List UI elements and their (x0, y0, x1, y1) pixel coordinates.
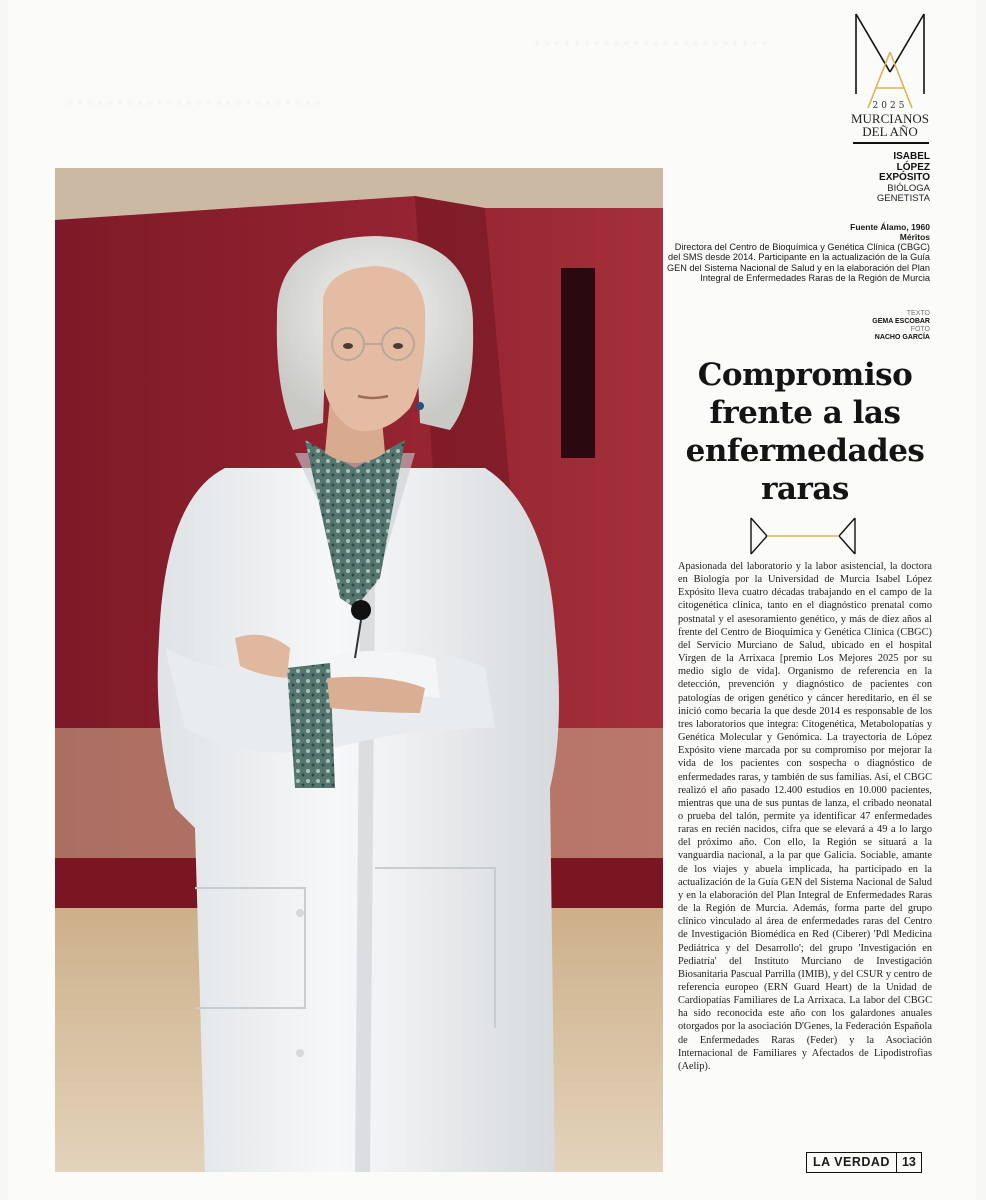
headline-line: frente a las (709, 395, 901, 431)
publication-name: LA VERDAD (813, 1155, 890, 1169)
headline-line: raras (761, 471, 849, 507)
role-line: BIÓLOGA (887, 183, 930, 194)
headline (672, 356, 938, 508)
credit-author: NACHO GARCÍA (874, 334, 930, 341)
portrait-illustration (55, 168, 663, 1172)
portrait-photo (55, 168, 663, 1172)
merits-heading: Méritos (899, 232, 930, 242)
show-through-text: · · · · · · · · · · · · · · · · · · · · · · · · · · (68, 96, 321, 112)
divider (853, 142, 929, 144)
show-through-text: · · · · · · · · · · · · · · · · · · · · · · · · (535, 36, 768, 52)
credit-author: GEMA ESCOBAR (872, 318, 930, 325)
logo-title-line: MURCIANOS (850, 111, 929, 126)
profile-sidebar (665, 222, 930, 284)
headline-line: Compromiso (697, 357, 913, 393)
logo-title-line: DEL AÑO (862, 124, 918, 139)
ma-monogram-icon (848, 12, 932, 110)
name-line: ISABEL (893, 151, 930, 162)
headline-line: enfermedades (685, 433, 925, 469)
article-body: Apasionada del laboratorio y la labor asistencial, la doctora en Biología por la Universidad de Murcia Isabel López Expósito lleva cuatro décadas trabajando en el campo de la citogenética clínica, tanto en el diagnóstico prenatal como postnatal y el asesoramiento genético, y más de diez años al frente del Centro de Bioquímica y Genética Clínica (CBGC) del Servicio Murciano de Salud, ubicado en el hospital Virgen de la Arrixaca [premio Los Mejores 2025 por su medio siglo de vida]. Organismo de referencia en la detección, prevención y diagnóstico de pacientes con patologías de origen genético y cáncer hereditario, en él se inició como becaria la que desde 2014 es responsable de los tres laboratorios que integra: Citogenética, Metabolopatías y Genética Molecular y Genómica. La trayectoria de López Expósito viene marcada por su compromiso por mejorar la vida de los pacientes con sospecha o diagnóstico de enfermedades raras, y también de sus familias. Así, el CBGC realizó el año pasado 12.400 estudios en 10.000 pacientes, mientras que una de sus puntas de lanza, el cribado neonatal o prueba del talón, permite ya identificar 47 enfermedades raras en recién nacidos, cifra que se elevará a 49 a lo largo del próximo año. Con ello, la Región se situará a la vanguardia nacional, a la par que Galicia. Sociable, amante de los viajes y abuela implicada, ha participado en la actualización de la Guía GEN del Sistema Nacional de Salud y en la elaboración del Plan Integral de Enfermedades Raras de la Región de Murcia. Además, forma parte del grupo clínico vinculado al área de enfermedades raras del Centro de Investigación Biomédica en Red (Ciberer) 'Pdl Medicina Pediátrica y del Desarrollo'; del grupo 'Investigación en Pediatría' del Instituto Murciano de Investigación Biosanitaria Pascual Parrilla (IMIB), y del CSUR y centro de referencia europeo (ERN Guard Heart) de la Unidad de Cardiopatías Familiares de La Arrixaca. La labor del CBGC ha sido reconocida este año con los galardones anuales otorgados por la asociación D'Genes, la Federación Española de Enfermedades Raras (Feder) y la Asociación Internacional de Familiares y Afectados de Lipodistrofias (Aelip). (678, 561, 932, 1072)
origin: Fuente Álamo, 1960 (850, 222, 930, 232)
credit-label: FOTO (910, 326, 930, 333)
ornament-icon (749, 516, 857, 556)
page-number: 13 (896, 1153, 921, 1172)
name-line: EXPÓSITO (879, 172, 930, 183)
name-line: LÓPEZ (896, 161, 930, 173)
logo-year: 2025 (872, 101, 908, 111)
merits-text: Directora del Centro de Bioquímica y Genética Clínica (CBGC) del SMS desde 2014. Participante en la actualización de la Guía GEN del Sistema Nacional de Salud y en la elaboración del Plan Integral de Enfermedades Raras de la Región de Murcia (666, 242, 930, 284)
person-role (877, 184, 930, 204)
credits (872, 310, 930, 342)
role-line: GENETISTA (876, 193, 930, 204)
credit-label: TEXTO (906, 310, 930, 317)
logo-title (848, 112, 932, 138)
person-name (879, 152, 930, 184)
page-footer (806, 1152, 922, 1173)
